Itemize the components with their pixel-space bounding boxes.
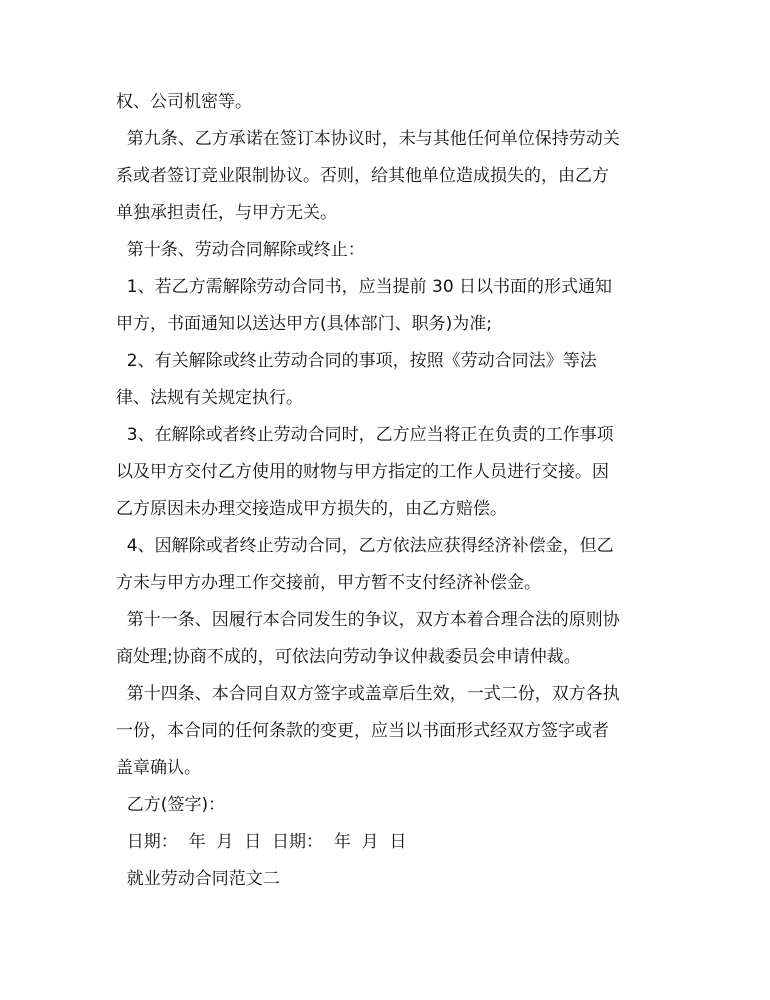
contract-text [116,84,656,898]
text-line: 就业劳动合同范文二 [116,869,280,889]
text-line: 第十一条、因履行本合同发生的争议，双方本着合理合法的原则协 [116,610,620,630]
text-line: 4、因解除或者终止劳动合同，乙方依法应获得经济补偿金，但乙 [116,536,614,556]
text-line: 甲方，书面通知以送达甲方(具体部门、职务)为准; [116,314,492,334]
text-line: 商处理;协商不成的，可依法向劳动争议仲裁委员会申请仲裁。 [116,647,581,667]
text-line: 日期： 年 月 日 日期： 年 月 日 [116,832,407,852]
text-line: 盖章确认。 [116,758,201,778]
text-line: 第九条、乙方承诺在签订本协议时，未与其他任何单位保持劳动关 [116,129,620,149]
text-line: 第十条、劳动合同解除或终止： [116,240,365,260]
text-line: 系或者签订竞业限制协议。否则，给其他单位造成损失的，由乙方 [116,166,609,186]
text-line: 乙方原因未办理交接造成甲方损失的，由乙方赔偿。 [116,499,507,519]
text-line: 以及甲方交付乙方使用的财物与甲方指定的工作人员进行交接。因 [116,462,609,482]
text-line: 一份，本合同的任何条款的变更，应当以书面形式经双方签字或者 [116,721,609,741]
text-line: 方未与甲方办理工作交接前，甲方暂不支付经济补偿金。 [116,573,541,593]
text-line: 律、法规有关规定执行。 [116,388,303,408]
text-line: 第十四条、本合同自双方签字或盖章后生效，一式二份，双方各执 [116,684,620,704]
text-line: 权、公司机密等。 [116,92,252,112]
text-line: 乙方(签字)： [116,795,226,815]
text-line: 3、在解除或者终止劳动合同时，乙方应当将正在负责的工作事项 [116,425,614,445]
text-line: 1、若乙方需解除劳动合同书，应当提前 30 日以书面的形式通知 [116,277,613,297]
text-line: 单独承担责任，与甲方无关。 [116,203,337,223]
text-line: 2、有关解除或终止劳动合同的事项，按照《劳动合同法》等法 [116,351,597,371]
